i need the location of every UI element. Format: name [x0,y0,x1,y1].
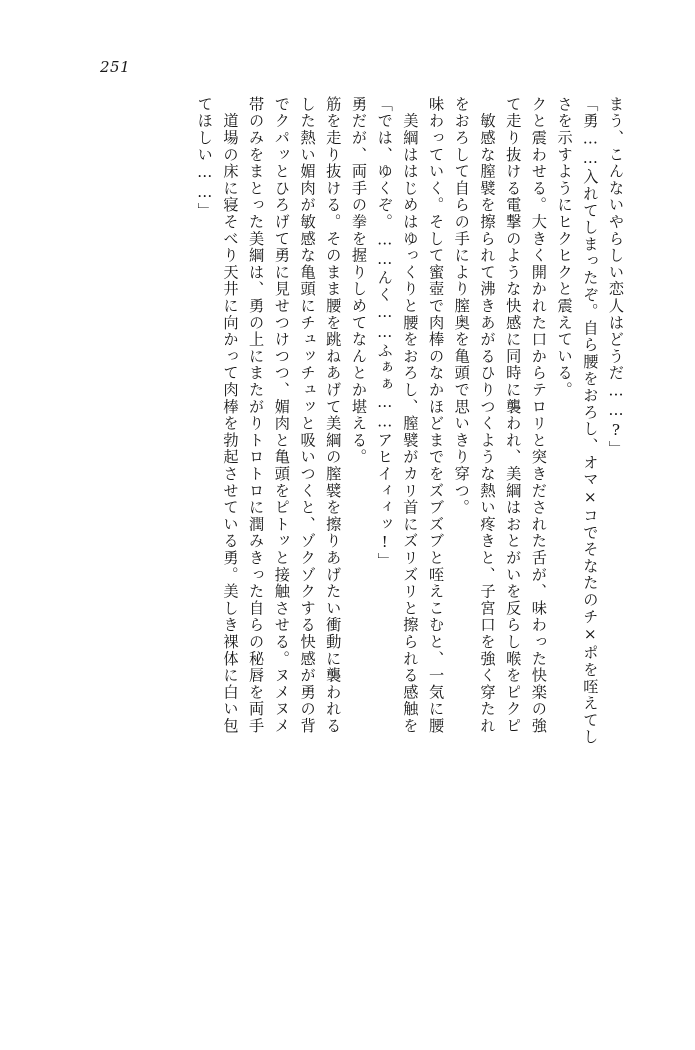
text-column: 味わっていく。そして蜜壺で肉棒のなかほどまでをズブズブと咥えこむと、一気に腰 [427,96,446,735]
text-column: まう、こんないやらしい恋人はどうだ……?」 [607,96,625,458]
text-column: 道場の床に寝そべり天井に向かって肉棒を勃起させている勇。美しき裸体に白い包 [221,96,240,735]
vertical-text-block [186,96,623,956]
text-column: 「勇……入れてしまったぞ。自ら腰をおろし、オマ×コでそなたのチ×ポを咥えてし [581,96,600,746]
text-column: をおろして自らの手により膣奥を亀頭で思いきり穿つ。 [452,96,471,516]
text-column: 「では、ゆくぞ。……んく……ふぁぁ……アヒイィィッ!」 [375,96,394,570]
text-column: 帯のみをまとった美綱は、勇の上にまたがりトロトロに潤みきった自らの秘唇を両手 [247,96,266,735]
page-number: 251 [100,58,131,76]
text-column: てほしい……」 [195,96,214,220]
text-column: さを示すようにヒクヒクと震えている。 [555,96,574,399]
text-column: した熱い媚肉が敏感な亀頭にチュッチュッと吸いつくと、ゾクゾクする快感が勇の背 [298,96,317,735]
text-column: 勇だが、両手の拳を握りしめてなんとか堪える。 [349,96,368,466]
text-column: 敏感な膣襞を擦られて沸きあがるひりつくような熱い疼きと、子宮口を強く穿たれ [478,96,497,735]
text-column: 美綱ははじめはゆっくりと腰をおろし、膣襞がカリ首にズリズリと擦られる感触を [401,96,420,735]
text-column: 筋を走り抜ける。そのまま腰を跳ねあげて美綱の膣襞を擦りあげたい衝動に襲われる [324,96,343,735]
text-column: でクパッとひろげて勇に見せつけつつ、媚肉と亀頭をピトッと接触させる。ヌメヌメ [272,96,291,735]
text-column: クと震わせる。大きく開かれた口からテロリと突きだされた舌が、味わった快楽の強 [529,96,548,735]
text-column: て走り抜ける電撃のような快感に同時に襲われ、美綱はおとがいを反らし喉をピクピ [504,96,523,735]
